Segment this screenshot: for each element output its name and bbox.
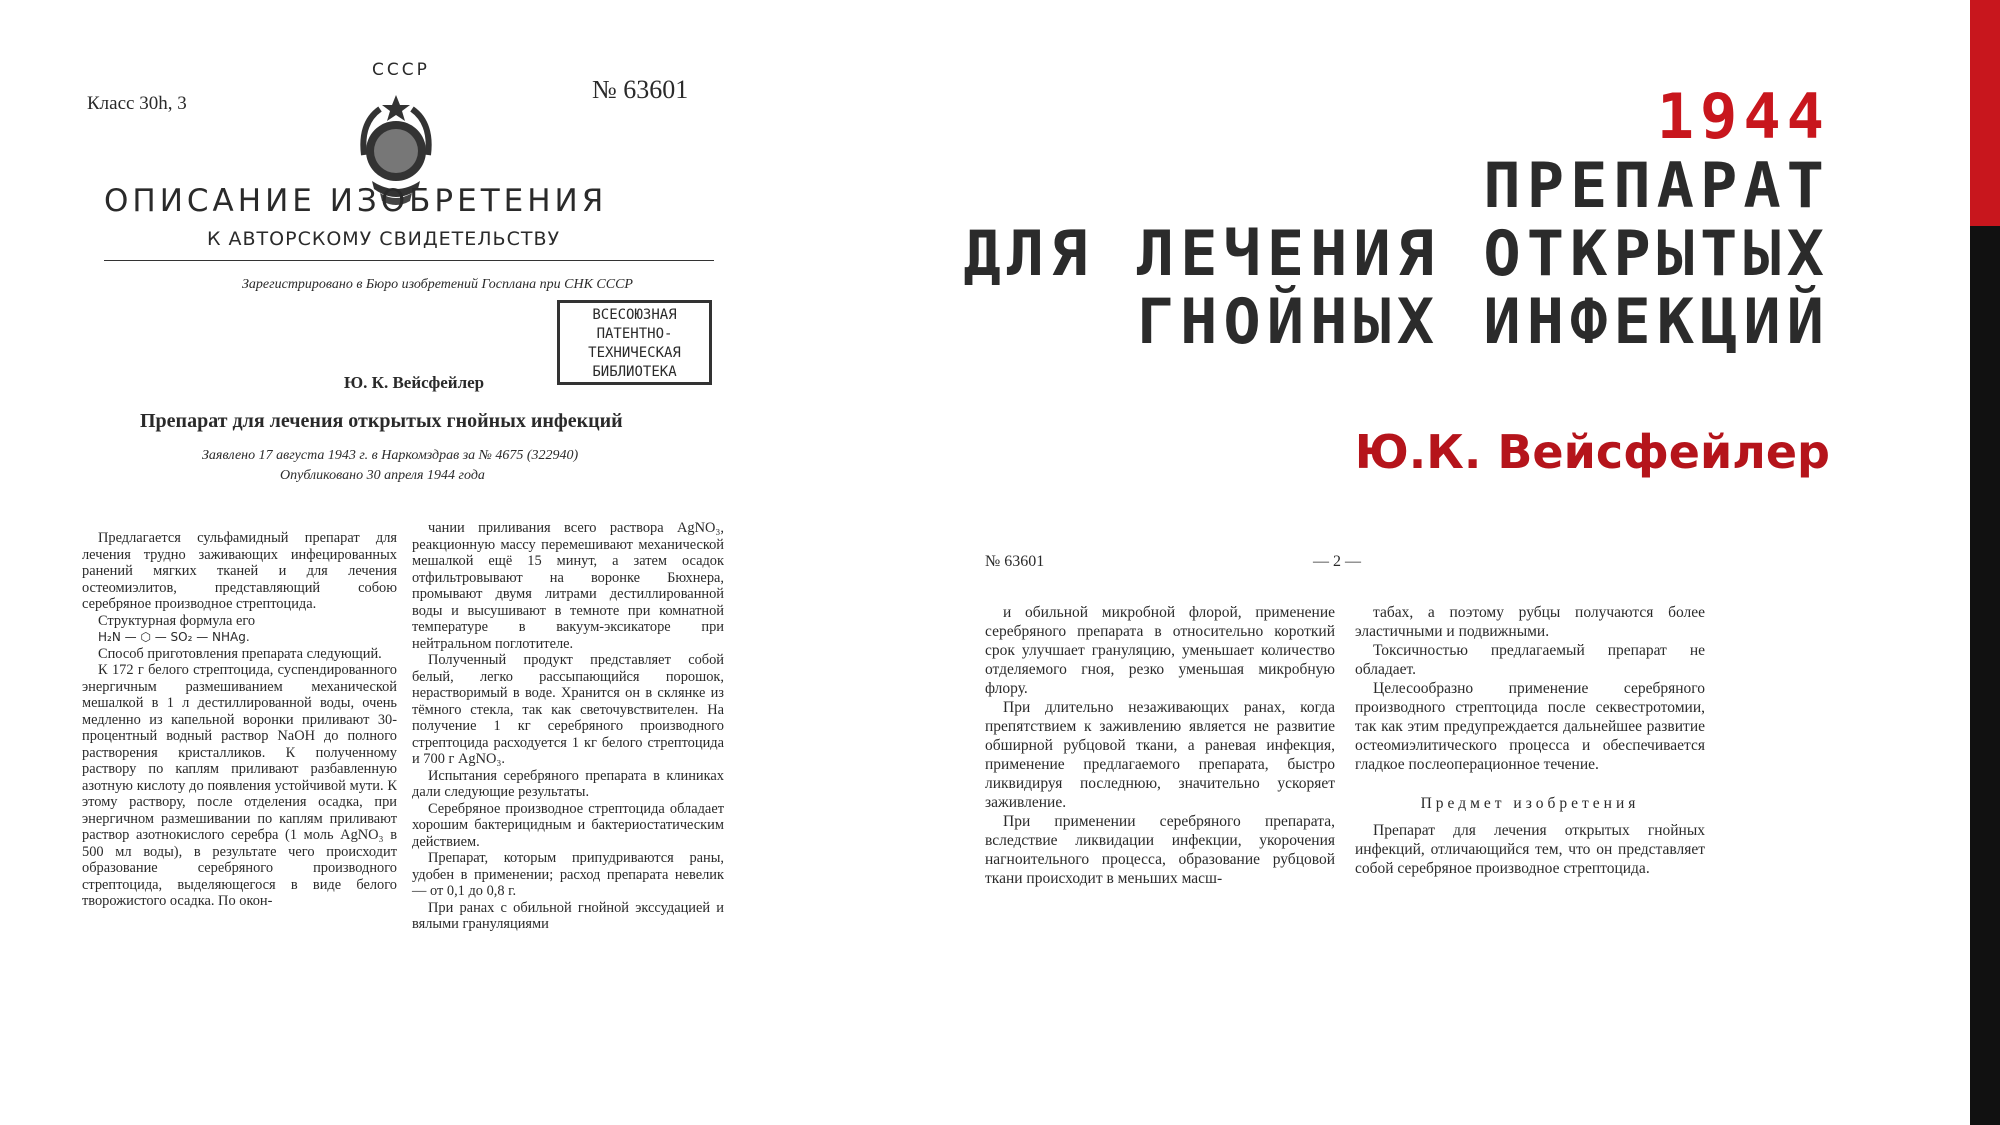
paragraph: При ранах с обильной гнойной экссудацией и вялыми грануляциями bbox=[412, 899, 724, 932]
paragraph: К 172 г белого стрептоцида, суспендированного энергичным размешиванием механической мешалкой в 1 л дестиллированной воды, очень медленно из капельной воронки приливают 30-процентный водный раствор NaOH до полного растворения кристалликов. К полученному раствору по каплям приливают разбавленную азотную кислоту до появления устойчивой мути. К этому раствору, после отделения осадка, при энергичном размешивании по каплям приливают раствор азотнокислого серебра (1 моль AgNO₃ в 500 мл воды), в результате чего происходит образование серебряного производного стрептоцида, выделяющегося в виде белого творожистого осадка. По окон- bbox=[82, 662, 397, 909]
slide-title bbox=[963, 82, 1830, 356]
stamp-line: ПАТЕНТНО- bbox=[596, 326, 673, 342]
paragraph: табах, а поэтому рубцы получаются более эластичными и подвижными. bbox=[1355, 604, 1705, 640]
page2-patent-number: № 63601 bbox=[985, 553, 1045, 570]
text-column-2 bbox=[412, 520, 724, 933]
published-date: Опубликовано 30 апреля 1944 года bbox=[280, 468, 485, 483]
patent-country: СССР bbox=[372, 60, 430, 80]
doc-subtype: К АВТОРСКОМУ СВИДЕТЕЛЬСТВУ bbox=[207, 228, 561, 250]
claim-text: Препарат для лечения открытых гнойных инфекций, отличающийся тем, что он представляет собой серебряное производное стрептоцида. bbox=[1355, 822, 1705, 877]
title-line-1: ПРЕПАРАТ bbox=[1483, 149, 1830, 222]
paragraph: Структурная формула его bbox=[98, 612, 256, 629]
stamp-line: БИБЛИОТЕКА bbox=[592, 364, 677, 380]
stamp-line: ТЕХНИЧЕСКАЯ bbox=[588, 345, 681, 361]
paragraph: Способ приготовления препарата следующий. bbox=[98, 645, 382, 662]
paragraph: Предлагается сульфамидный препарат для лечения трудно заживающих инфецированных ранений мягких тканей и для лечения остеомиэлитов, представляющий собою серебряное производное стрептоцида. bbox=[82, 530, 397, 612]
patent-name: Препарат для лечения открытых гнойных инфекций bbox=[140, 410, 623, 432]
patent-number: № 63601 bbox=[592, 75, 689, 104]
paragraph: и обильной микробной флорой, применение серебряного препарата в относительно короткий срок улучшает грануляцию, уменьшает количество отделяемого гноя, резко уменьшая микробную флору. bbox=[985, 604, 1335, 697]
paragraph: чании приливания всего раствора AgNO₃, реакционную массу перемешивают механической мешалкой ещё 15 минут, а затем осадок отфильтровывают на воронке Бюхнера, промывают двумя литрами дестиллированной воды и высушивают в темноте при комнатной температуре в вакуум-эксикаторе при нейтральном поглотителе. bbox=[412, 520, 724, 652]
title-year: 1944 bbox=[1656, 80, 1830, 153]
accent-bar-red bbox=[1970, 0, 2000, 226]
paragraph: При применении серебряного препарата, вследствие ликвидации инфекции, укорочения нагноительного процесса, образование рубцовой ткани происходит в меньших масш- bbox=[985, 813, 1335, 887]
title-line-3: ГНОЙНЫХ ИНФЕКЦИЙ bbox=[1136, 285, 1830, 358]
stamp-line: ВСЕСОЮЗНАЯ bbox=[592, 307, 677, 323]
divider bbox=[104, 260, 714, 261]
patent-author: Ю. К. Вейсфейлер bbox=[344, 373, 485, 392]
claim-heading: Предмет изобретения bbox=[1420, 795, 1640, 812]
slide-author: Ю.К. Вейсфейлер bbox=[1354, 425, 1830, 479]
title-line-2: ДЛЯ ЛЕЧЕНИЯ ОТКРЫТЫХ bbox=[963, 217, 1830, 290]
patent-class: Класс 30h, 3 bbox=[87, 93, 187, 114]
paragraph: Серебряное производное стрептоцида обладает хорошим бактерицидным и бактериостатическим действием. bbox=[412, 800, 724, 850]
paragraph: При длительно незаживающих ранах, когда препятствием к заживлению является не развитие обширной рубцовой ткани, а раневая инфекция, применение предлагаемого препарата, быстро ликвидируя последнюю, значительно ускоряет заживление. bbox=[985, 699, 1335, 811]
page-number: — 2 — bbox=[1313, 553, 1361, 570]
patent-scan-page-2 bbox=[985, 548, 1715, 1008]
accent-bar-black bbox=[1970, 226, 2000, 1125]
text-column-4 bbox=[1355, 603, 1705, 878]
paragraph: Препарат, которым припудриваются раны, удобен в применении; расход препарата невелик — от 0,1 до 0,8 г. bbox=[412, 850, 724, 899]
patent-scan-page-1 bbox=[82, 55, 722, 1100]
doc-type: ОПИСАНИЕ ИЗОБРЕТЕНИЯ bbox=[104, 183, 608, 219]
structural-formula: H₂N — ⬡ — SO₂ — NHAg. bbox=[98, 630, 250, 644]
paragraph: Испытания серебряного препарата в клиниках дали следующие результаты. bbox=[412, 767, 724, 800]
paragraph: Полученный продукт представляет собой белый, легко рассыпающийся порошок, нерастворимый в воде. Хранится он в склянке из тёмного стекла, так как светочувствителен. На получение 1 кг серебряного производного стрептоцида расходуется 1 кг белого стрептоцида и 700 г AgNO₃. bbox=[412, 652, 724, 767]
text-column-1 bbox=[82, 530, 397, 910]
registration-note: Зарегистрировано в Бюро изобретений Госплана при СНК СССР bbox=[242, 277, 633, 292]
library-stamp bbox=[557, 300, 712, 385]
paragraph: Токсичностью предлагаемый препарат не обладает. bbox=[1355, 642, 1705, 678]
text-column-3 bbox=[985, 603, 1335, 888]
filed-date: Заявлено 17 августа 1943 г. в Наркомздрав за № 4675 (322940) bbox=[202, 448, 579, 463]
paragraph: Целесообразно применение серебряного производного стрептоцида после секвестротомии, так как этим предупреждается дальнейшее развитие остеомиэлитического процесса и обеспечивается гладкое послеоперационное течение. bbox=[1355, 680, 1705, 773]
